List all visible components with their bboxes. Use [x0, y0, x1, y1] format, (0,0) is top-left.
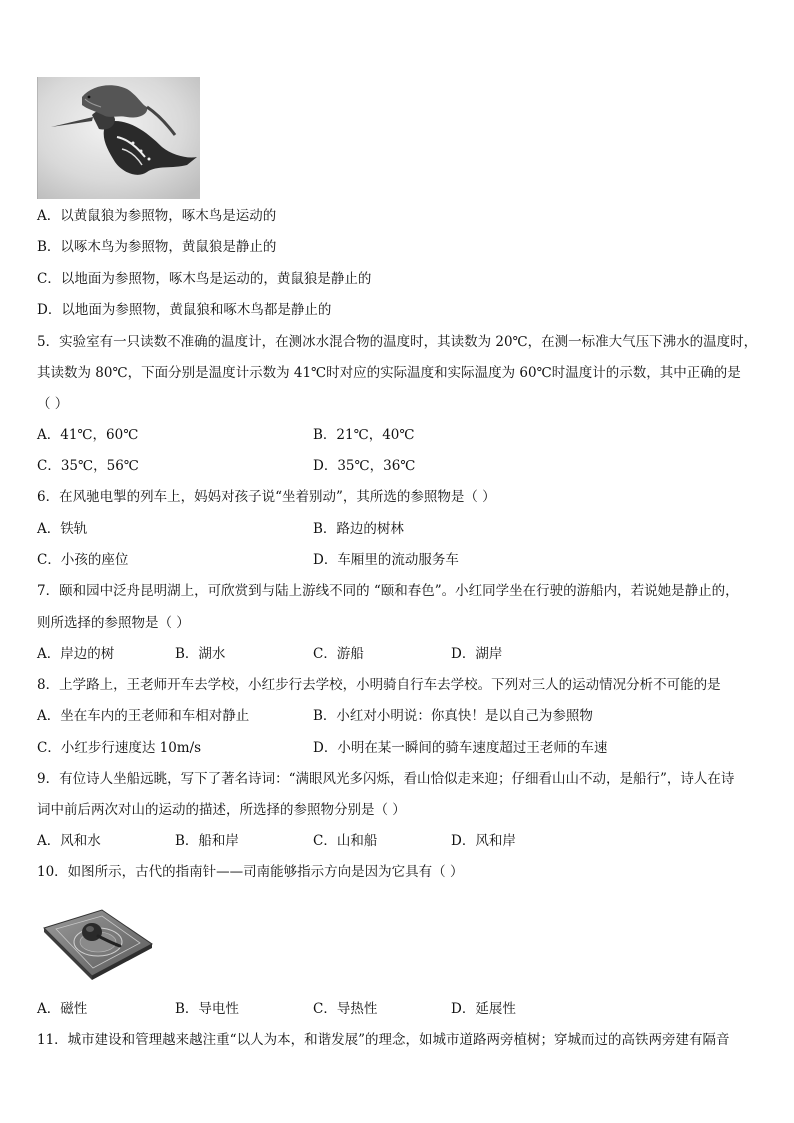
q5-option-d: D．35℃，36℃ [313, 458, 416, 474]
q8-stem: 8．上学路上，王老师开车去学校，小红步行去学校，小明骑自行车去学校。下列对三人的运动情况分析不可能的是 [37, 677, 721, 693]
q10-option-c: C．导热性 [313, 1001, 378, 1017]
q5-option-a: A．41℃，60℃ [37, 427, 139, 443]
q8-option-d: D．小明在某一瞬间的骑车速度超过王老师的车速 [313, 740, 608, 756]
q9-option-d: D．风和岸 [451, 833, 516, 849]
q7-option-a: A．岸边的树 [37, 646, 115, 662]
q7-stem-line2: 则所选择的参照物是（ ） [37, 615, 190, 631]
q4-option-b: B．以啄木鸟为参照物，黄鼠狼是静止的 [37, 239, 277, 255]
sinan-compass-image [40, 898, 155, 980]
q5-stem-line1: 5．实验室有一只读数不准确的温度计，在测冰水混合物的温度时，其读数为 20℃，在测一标准大气压下沸水的温度时， [37, 334, 758, 350]
q9-option-b: B．船和岸 [175, 833, 239, 849]
q11-stem: 11．城市建设和管理越来越注重“以人为本，和谐发展”的理念，如城市道路两旁植树；穿城而过的高铁两旁建有隔音 [37, 1032, 730, 1048]
q8-option-c: C．小红步行速度达 10m/s [37, 740, 202, 756]
q10-option-a: A．磁性 [37, 1001, 88, 1017]
q9-stem-line1: 9．有位诗人坐船远眺，写下了著名诗词：“满眼风光多闪烁，看山恰似走来迎；仔细看山山不动，是船行”，诗人在诗 [37, 771, 735, 787]
q9-option-c: C．山和船 [313, 833, 378, 849]
q6-option-b: B．路边的树林 [313, 521, 404, 537]
q10-option-b: B．导电性 [175, 1001, 239, 1017]
q8-option-a: A．坐在车内的王老师和车相对静止 [37, 708, 250, 724]
q4-option-a: A．以黄鼠狼为参照物，啄木鸟是运动的 [37, 208, 277, 224]
q10-option-d: D．延展性 [451, 1001, 516, 1017]
weasel-woodpecker-photo [37, 77, 200, 199]
q7-option-d: D．湖岸 [451, 646, 503, 662]
q7-stem-line1: 7．颐和园中泛舟昆明湖上，可欣赏到与陆上游线不同的 “颐和春色”。小红同学坐在行驶的游船内，若说她是静止的， [37, 583, 739, 599]
q8-option-b: B．小红对小明说：你真快！是以自己为参照物 [313, 708, 593, 724]
q9-option-a: A．风和水 [37, 833, 101, 849]
q5-stem-line2: 其读数为 80℃，下面分别是温度计示数为 41℃时对应的实际温度和实际温度为 60℃时温度计的示数，其中正确的是 [37, 365, 741, 381]
q9-stem-line2: 词中前后两次对山的运动的描述，所选择的参照物分别是（ ） [37, 802, 406, 818]
q6-option-d: D．车厢里的流动服务车 [313, 552, 459, 568]
q6-option-c: C．小孩的座位 [37, 552, 129, 568]
q6-stem: 6．在风驰电掣的列车上，妈妈对孩子说“坐着别动”，其所选的参照物是（ ） [37, 489, 496, 505]
q7-option-c: C．游船 [313, 646, 364, 662]
q4-option-c: C．以地面为参照物，啄木鸟是运动的，黄鼠狼是静止的 [37, 271, 372, 287]
q7-option-b: B．湖水 [175, 646, 226, 662]
q4-option-d: D．以地面为参照物，黄鼠狼和啄木鸟都是静止的 [37, 302, 332, 318]
q5-option-c: C．35℃，56℃ [37, 458, 139, 474]
q5-stem-line3: （ ） [37, 396, 69, 412]
q10-stem: 10．如图所示，古代的指南针——司南能够指示方向是因为它具有（ ） [37, 864, 464, 880]
q5-option-b: B．21℃，40℃ [313, 427, 415, 443]
q6-option-a: A．铁轨 [37, 521, 88, 537]
